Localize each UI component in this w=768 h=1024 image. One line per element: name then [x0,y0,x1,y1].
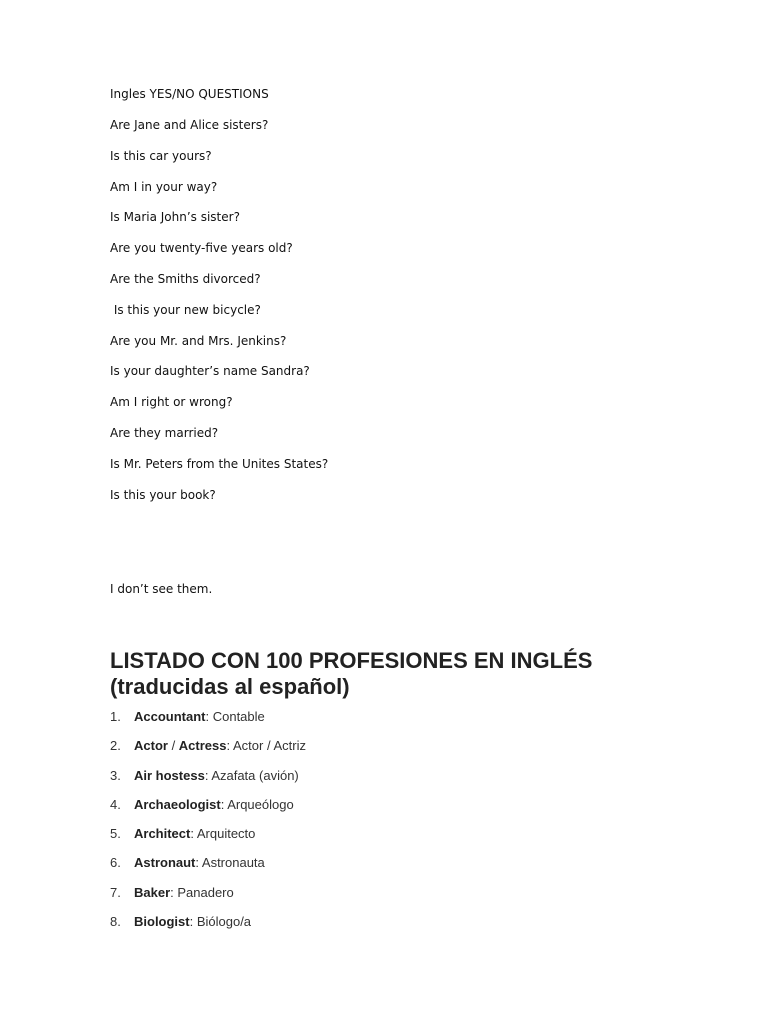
question-line: Is your daughter’s name Sandra? [110,364,310,379]
profession-item [110,854,306,883]
question-line: Am I right or wrong? [110,395,233,410]
profession-translation: : Arquitecto [190,826,256,842]
profession-number: 7. [110,884,121,900]
profession-item [110,708,306,737]
question-line: Are Jane and Alice sisters? [110,118,269,132]
profession-term: Astronaut [134,855,196,871]
profession-term: Architect [134,826,191,842]
profession-term: Accountant [134,709,206,724]
profession-translation: : Biólogo/a [189,914,252,930]
profession-number: 8. [110,914,121,930]
profession-translation: : Astronauta [195,855,265,871]
profession-term: Actress [178,738,227,754]
profession-translation: : Actor / Actriz [226,738,306,754]
profession-translation: : Panadero [170,884,234,900]
professions-list [110,708,306,942]
profession-translation: : Azafata (avión) [204,767,299,783]
profession-term: Air hostess [134,767,205,783]
question-line: Is Mr. Peters from the Unites States? [110,456,329,471]
question-line: Are you twenty-five years old? [110,241,293,256]
profession-term: Biologist [134,914,190,930]
profession-number: 1. [110,709,121,724]
closing-sentence: I don’t see them. [110,582,213,596]
professions-heading: LISTADO CON 100 PROFESIONES EN INGLÉS (traducidas al español) [110,648,593,699]
question-line: Is Maria John’s sister? [110,210,240,225]
questions-title: Ingles YES/NO QUESTIONS [110,87,269,101]
profession-item [110,913,306,942]
profession-item [110,825,306,854]
profession-item [110,884,306,913]
profession-number: 6. [110,855,121,871]
profession-number: 3. [110,767,121,783]
profession-translation: : Contable [205,709,265,724]
term-separator: / [167,738,179,754]
question-line: Are they married? [110,426,219,440]
question-line: Are you Mr. and Mrs. Jenkins? [110,333,287,348]
profession-term: Archaeologist [134,796,221,812]
profession-number: 2. [110,738,121,754]
question-line: Are the Smiths divorced? [110,272,261,286]
profession-item [110,796,306,825]
question-line: Is this car yours? [110,148,212,163]
profession-term: Baker [134,884,171,900]
question-line: Is this your new bicycle? [110,302,261,317]
profession-term: Actor [134,738,168,754]
question-line: Is this your book? [110,487,216,502]
profession-item [110,737,306,766]
profession-item [110,767,306,796]
profession-number: 4. [110,796,121,812]
question-line: Am I in your way? [110,179,218,194]
profession-translation: : Arqueólogo [220,796,294,812]
profession-number: 5. [110,826,121,842]
